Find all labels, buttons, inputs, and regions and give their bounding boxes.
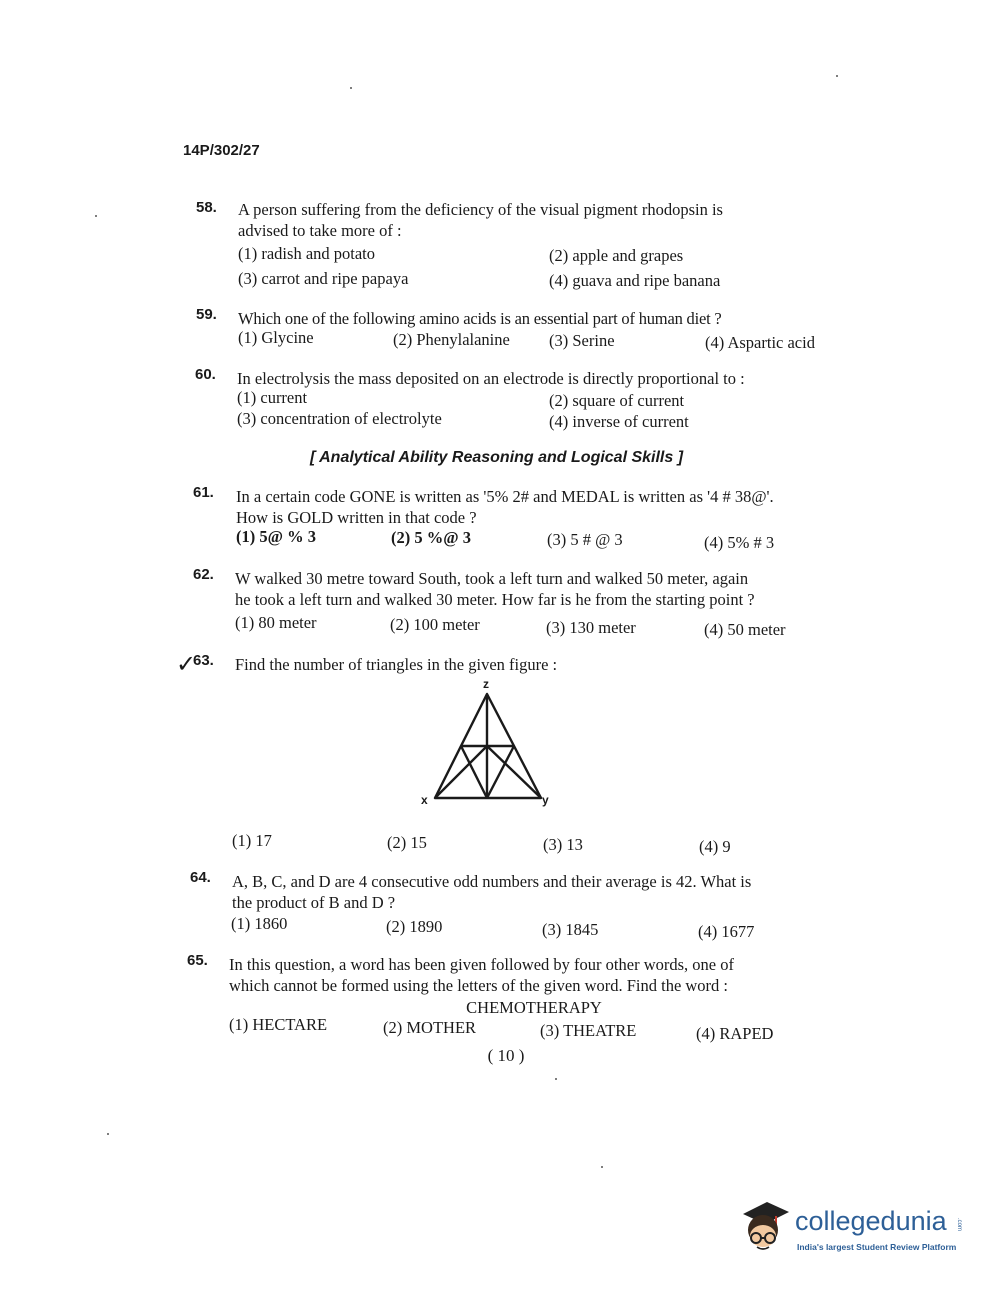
option-59-1: (1) Glycine [238, 328, 314, 347]
question-number-65: 65. [187, 952, 208, 969]
question-text-60 [237, 368, 745, 389]
option-58-4: (4) guava and ripe banana [549, 271, 721, 290]
section-heading: [ Analytical Ability Reasoning and Logical Skills ] [309, 449, 684, 466]
question-line: advised to take more of : [238, 221, 402, 240]
question-number-58: 58. [196, 199, 217, 216]
scan-speck [107, 1133, 109, 1135]
option-59-3: (3) Serine [549, 331, 615, 350]
option-61-3: (3) 5 # @ 3 [547, 530, 623, 549]
question-line: Find the number of triangles in the given figure : [235, 655, 558, 674]
scan-speck [95, 215, 97, 217]
option-63-2: (2) 15 [387, 833, 427, 852]
page-number: ( 10 ) [487, 1046, 525, 1065]
question-line: he took a left turn and walked 30 meter. How far is he from the starting point ? [235, 590, 755, 609]
option-59-2: (2) Phenylalanine [393, 330, 510, 349]
option-60-2: (2) square of current [549, 391, 685, 410]
question-number-60: 60. [195, 366, 216, 383]
option-60-3: (3) concentration of electrolyte [237, 409, 442, 428]
vertex-label-x: x [421, 793, 428, 807]
option-58-1: (1) radish and potato [238, 244, 376, 263]
question-number-61: 61. [193, 484, 214, 501]
question-line: How is GOLD written in that code ? [236, 508, 477, 527]
vertex-label-z: z [483, 677, 489, 691]
question-text-59 [238, 308, 722, 329]
question-text-65 [229, 954, 734, 996]
question-number-59: 59. [196, 306, 217, 323]
question-line: which cannot be formed using the letters of the given word. Find the word : [229, 976, 729, 995]
logo-tagline: India's largest Student Review Platform [797, 1242, 957, 1252]
logo-suffix: .com [956, 1218, 962, 1232]
option-62-3: (3) 130 meter [546, 618, 636, 637]
question-line: A, B, C, and D are 4 consecutive odd numbers and their average is 42. What is [232, 872, 752, 891]
option-64-4: (4) 1677 [698, 922, 755, 941]
option-64-1: (1) 1860 [231, 914, 288, 933]
option-62-4: (4) 50 meter [704, 620, 786, 639]
option-60-4: (4) inverse of current [549, 412, 689, 431]
question-text-62 [235, 568, 755, 610]
paper-code: 14P/302/27 [183, 142, 260, 159]
scan-speck [555, 1078, 557, 1080]
check-mark-icon: ✓ [176, 652, 197, 678]
option-62-1: (1) 80 meter [235, 613, 317, 632]
question-text-61 [236, 486, 774, 528]
question-number-64: 64. [190, 869, 211, 886]
question-line: A person suffering from the deficiency of the visual pigment rhodopsin is [238, 200, 723, 219]
scan-speck [836, 75, 838, 77]
option-58-2: (2) apple and grapes [549, 246, 684, 265]
question-line: the product of B and D ? [232, 893, 396, 912]
diagonal-right [487, 746, 541, 798]
option-65-2: (2) MOTHER [383, 1018, 477, 1037]
option-61-2: (2) 5 %@ 3 [391, 528, 471, 547]
question-line: W walked 30 metre toward South, took a left turn and walked 50 meter, again [235, 569, 749, 588]
triangle-figure [415, 674, 565, 814]
diagonal-left [435, 746, 487, 798]
option-59-4: (4) Aspartic acid [705, 333, 815, 352]
question-number-62: 62. [193, 566, 214, 583]
question-line: In a certain code GONE is written as '5% 2# and MEDAL is written as '4 # 38@'. [236, 487, 774, 506]
logo-wordmark: collegedunia [795, 1206, 947, 1236]
scan-speck [601, 1166, 603, 1168]
option-58-3: (3) carrot and ripe papaya [238, 269, 409, 288]
question-line: In this question, a word has been given followed by four other words, one of [229, 955, 734, 974]
option-63-1: (1) 17 [232, 831, 272, 850]
question-line: Which one of the following amino acids is an essential part of human diet ? [238, 309, 722, 328]
vertex-label-y: y [542, 793, 549, 807]
option-64-3: (3) 1845 [542, 920, 599, 939]
option-61-1: (1) 5@ % 3 [236, 527, 316, 546]
option-60-1: (1) current [237, 388, 308, 407]
collegedunia-logo [737, 1196, 967, 1266]
scan-speck [350, 87, 352, 89]
question-number-63: 63. [193, 652, 214, 669]
option-65-3: (3) THEATRE [540, 1021, 637, 1040]
option-61-4: (4) 5% # 3 [704, 533, 775, 552]
given-word: CHEMOTHERAPY [466, 998, 602, 1017]
mascot-icon [737, 1196, 793, 1258]
inner-line-left [461, 746, 487, 798]
option-63-3: (3) 13 [543, 835, 583, 854]
option-65-1: (1) HECTARE [229, 1015, 328, 1034]
inner-line-right [487, 746, 514, 798]
option-62-2: (2) 100 meter [390, 615, 480, 634]
question-text-64 [232, 871, 751, 913]
option-63-4: (4) 9 [699, 837, 731, 856]
question-text-63 [235, 654, 557, 675]
option-64-2: (2) 1890 [386, 917, 443, 936]
question-text-58 [238, 199, 723, 241]
option-65-4: (4) RAPED [696, 1024, 774, 1043]
question-line: In electrolysis the mass deposited on an electrode is directly proportional to : [237, 369, 745, 388]
